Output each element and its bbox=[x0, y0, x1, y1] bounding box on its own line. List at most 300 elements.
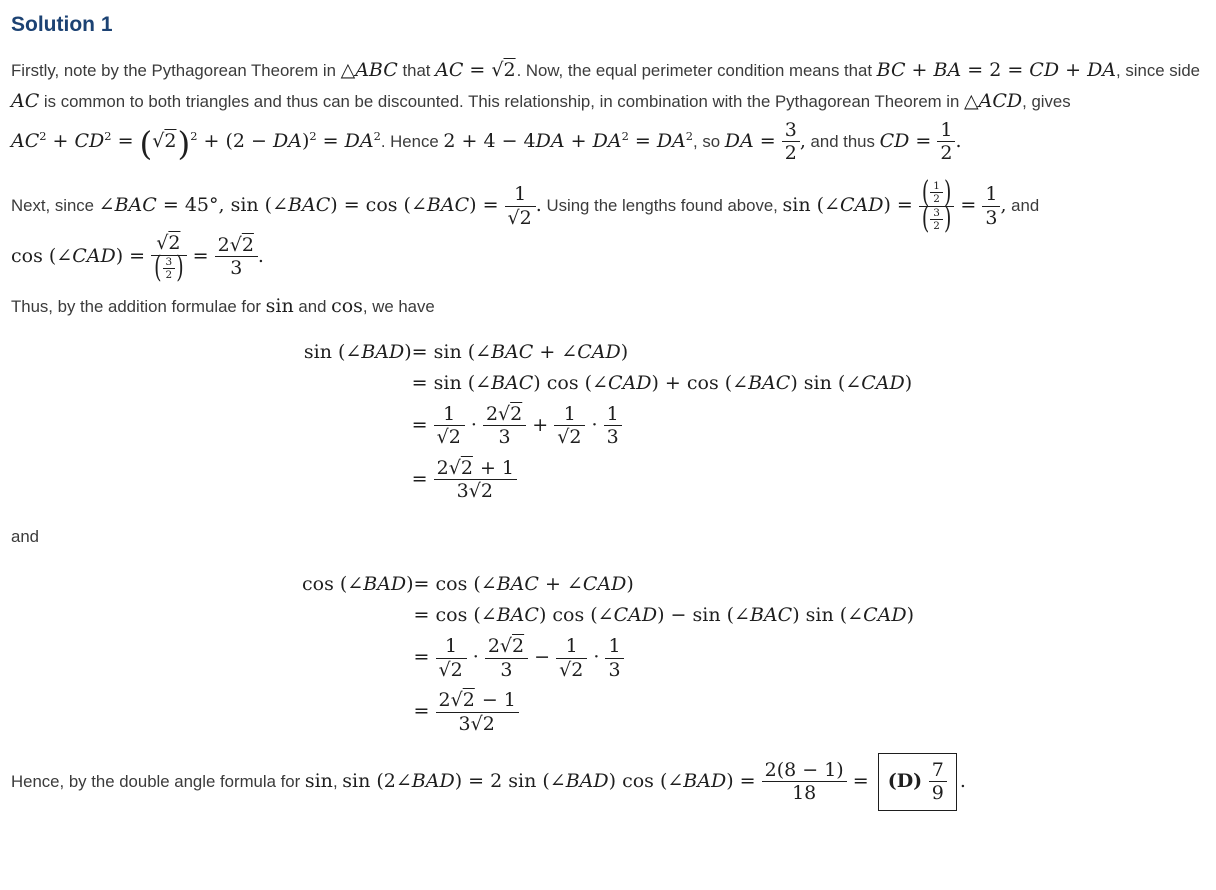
math-group bbox=[11, 232, 264, 286]
math-variable: DA bbox=[656, 129, 686, 152]
math-roman: ) = bbox=[726, 769, 762, 792]
math-variable: DA bbox=[535, 129, 565, 152]
math-roman: 7 bbox=[931, 758, 944, 781]
math-roman: + 1 bbox=[473, 456, 515, 479]
text-run: Hence, by the double angle formula for bbox=[11, 771, 305, 791]
denominator bbox=[505, 206, 536, 229]
math-roman: . bbox=[535, 194, 542, 217]
numerator bbox=[937, 119, 955, 141]
radicand bbox=[519, 207, 533, 229]
text-run: and thus bbox=[805, 131, 880, 151]
math-variable: CD bbox=[879, 129, 910, 152]
math-roman: ) bbox=[620, 340, 629, 363]
math-variable: CAD bbox=[582, 573, 627, 596]
math-roman: ) = bbox=[469, 194, 505, 217]
math-roman: 1 bbox=[608, 635, 621, 658]
math-roman: + (2 − bbox=[197, 129, 273, 152]
math-roman: 2(8 − 1) bbox=[764, 758, 844, 781]
math-roman: 2 bbox=[519, 206, 532, 229]
math-roman: 2 bbox=[571, 658, 584, 681]
math-roman: 1 bbox=[563, 402, 576, 425]
math-group bbox=[11, 91, 39, 112]
math-roman: + bbox=[526, 413, 555, 436]
radicand bbox=[568, 426, 582, 448]
superscript: 2 bbox=[39, 128, 47, 143]
radical-icon: √ bbox=[436, 426, 449, 449]
math-roman: ) bbox=[406, 573, 414, 596]
math-roman: = cos (∠ bbox=[413, 604, 497, 627]
math-roman: ) = bbox=[883, 194, 919, 217]
math-roman: 2 bbox=[436, 456, 449, 479]
math-roman: = bbox=[316, 129, 345, 152]
fraction bbox=[929, 759, 947, 805]
equation-lhs bbox=[302, 685, 414, 739]
math-variable: BAD bbox=[363, 573, 407, 596]
math-roman: 2 bbox=[241, 234, 254, 257]
math-roman: = bbox=[411, 413, 434, 436]
radicand bbox=[462, 689, 476, 711]
math-roman: · bbox=[587, 646, 606, 669]
math-roman: · bbox=[585, 413, 604, 436]
math-group bbox=[443, 128, 694, 152]
radical-icon: √ bbox=[152, 129, 165, 152]
math-roman: sin (∠ bbox=[303, 340, 362, 363]
math-roman: + ∠ bbox=[533, 340, 578, 363]
math-roman: sin (∠ bbox=[782, 194, 840, 217]
boxed-answer bbox=[878, 753, 957, 811]
denominator bbox=[605, 658, 623, 681]
math-roman: = bbox=[846, 769, 875, 792]
math-roman: ) bbox=[904, 371, 913, 394]
math-roman: = bbox=[753, 129, 782, 152]
math-roman: ) cos (∠ bbox=[608, 769, 684, 792]
close-paren: ) bbox=[943, 202, 952, 237]
math-roman: ) cos (∠ bbox=[538, 604, 614, 627]
numerator bbox=[434, 457, 517, 479]
radicand bbox=[460, 457, 474, 479]
radicand bbox=[482, 713, 496, 735]
math-roman: 1 bbox=[443, 402, 456, 425]
fraction bbox=[556, 635, 587, 681]
equation-lhs bbox=[302, 631, 414, 685]
math-roman: 3 bbox=[784, 119, 797, 142]
math-roman: 2 bbox=[438, 689, 451, 712]
math-roman: · bbox=[464, 413, 483, 436]
equation-row bbox=[302, 600, 914, 631]
radicand bbox=[163, 130, 177, 152]
answer-choice-label: (D) bbox=[887, 769, 929, 792]
math-roman: 9 bbox=[931, 782, 944, 805]
denominator bbox=[436, 712, 519, 735]
math-roman: 2 bbox=[480, 480, 493, 503]
equation-row bbox=[304, 453, 912, 507]
big-paren: ( bbox=[139, 124, 153, 163]
math-roman: 3 bbox=[458, 712, 471, 735]
math-roman: 3 bbox=[985, 206, 998, 229]
superscript: 2 bbox=[373, 128, 381, 143]
intro-paragraph bbox=[11, 55, 1205, 170]
math-roman: 2 bbox=[460, 456, 473, 479]
text-run: . Hence bbox=[380, 131, 444, 151]
text-run: is common to both triangles and thus can be discounted. This relationship, in combination with the Pythagorean Theorem in bbox=[39, 92, 965, 112]
close-paren: ) bbox=[176, 251, 184, 286]
math-roman: ) sin (∠ bbox=[790, 371, 862, 394]
square-root bbox=[439, 659, 464, 681]
radicand bbox=[502, 59, 516, 81]
radical-icon: √ bbox=[507, 206, 520, 229]
denominator bbox=[604, 425, 622, 448]
denominator bbox=[483, 425, 526, 448]
math-roman: sin bbox=[304, 769, 333, 792]
math-roman: 2 bbox=[784, 142, 797, 165]
text-run: . Now, the equal perimeter condition means that bbox=[516, 61, 877, 80]
equation-rhs bbox=[412, 399, 912, 453]
denominator bbox=[485, 658, 528, 681]
numerator bbox=[604, 403, 622, 425]
superscript: 2 bbox=[190, 128, 198, 143]
math-roman: sin (2∠ bbox=[342, 769, 412, 792]
superscript: 2 bbox=[104, 128, 112, 143]
math-roman: = bbox=[909, 129, 938, 152]
denominator bbox=[982, 206, 1000, 229]
text-run: Using the lengths found above, bbox=[541, 196, 783, 216]
square-root bbox=[449, 457, 474, 479]
math-variable: CAD bbox=[863, 604, 907, 627]
math-roman: + bbox=[46, 129, 75, 152]
fraction bbox=[151, 232, 187, 286]
equation-rhs bbox=[414, 631, 914, 685]
math-roman: sin bbox=[265, 295, 294, 318]
math-roman: 2 bbox=[462, 689, 475, 712]
math-roman: = bbox=[954, 194, 983, 217]
math-variable: CAD bbox=[613, 604, 658, 627]
superscript: 2 bbox=[621, 128, 629, 143]
radical-icon: √ bbox=[559, 658, 572, 681]
fraction bbox=[434, 457, 517, 503]
denominator: 2 bbox=[930, 219, 943, 232]
equation-row bbox=[302, 685, 914, 739]
math-roman: = sin (∠ bbox=[411, 371, 492, 394]
math-group bbox=[877, 60, 1116, 81]
equation-lhs bbox=[304, 368, 412, 399]
numerator bbox=[436, 635, 467, 657]
math-variable: CAD bbox=[72, 244, 116, 267]
denominator bbox=[937, 141, 955, 164]
radicand bbox=[241, 234, 255, 256]
math-roman: ) = cos (∠ bbox=[330, 194, 427, 217]
math-variable: BAC bbox=[491, 340, 534, 363]
equation-rhs bbox=[414, 569, 914, 600]
radical-icon: √ bbox=[470, 712, 483, 735]
denominator: 2 bbox=[930, 192, 943, 205]
math-group bbox=[11, 124, 381, 163]
square-root bbox=[451, 689, 476, 711]
numerator bbox=[434, 403, 465, 425]
math-variable: BAD bbox=[361, 340, 405, 363]
radical-icon: √ bbox=[229, 234, 242, 257]
math-variable: BAC bbox=[749, 604, 793, 627]
equation-row bbox=[302, 569, 914, 600]
fraction bbox=[782, 119, 800, 165]
denominator bbox=[919, 202, 955, 237]
mini-fraction bbox=[163, 256, 176, 282]
math-roman: 3 bbox=[500, 658, 513, 681]
open-paren: ( bbox=[921, 175, 930, 210]
math-roman: = bbox=[411, 467, 434, 490]
radical-icon: √ bbox=[438, 658, 451, 681]
square-root bbox=[152, 130, 177, 152]
text-run: and bbox=[1006, 196, 1040, 216]
math-variable: DA bbox=[592, 129, 622, 152]
math-variable: BAC bbox=[288, 194, 331, 217]
math-roman: ) = bbox=[115, 244, 152, 267]
math-roman: + bbox=[564, 129, 593, 152]
denominator bbox=[929, 781, 947, 804]
equation-row bbox=[302, 631, 914, 685]
math-roman: = 2 = bbox=[961, 59, 1030, 81]
radicand bbox=[448, 426, 462, 448]
numerator: 3 bbox=[933, 206, 940, 219]
close-paren: ) bbox=[943, 175, 952, 210]
open-paren: ( bbox=[154, 251, 162, 286]
equation-row bbox=[304, 368, 912, 399]
denominator bbox=[556, 658, 587, 681]
math-roman: 2 bbox=[217, 234, 230, 257]
radical-icon: √ bbox=[448, 456, 461, 479]
radicand bbox=[570, 659, 584, 681]
math-roman: cos (∠ bbox=[301, 573, 364, 596]
math-variable: CD bbox=[74, 129, 105, 152]
fraction bbox=[605, 635, 623, 681]
text-run: , bbox=[332, 771, 343, 791]
math-roman: 3 bbox=[230, 257, 243, 280]
radical-icon: √ bbox=[498, 402, 511, 425]
math-roman: = bbox=[628, 129, 657, 152]
radical-icon: √ bbox=[156, 232, 169, 255]
math-variable: CAD bbox=[839, 194, 884, 217]
fraction bbox=[505, 183, 536, 229]
math-variable: BAC bbox=[426, 194, 470, 217]
math-roman: 2 bbox=[569, 426, 582, 449]
text-run: and bbox=[293, 297, 332, 317]
math-roman: = bbox=[413, 646, 436, 669]
denominator bbox=[434, 479, 517, 502]
radicand bbox=[450, 659, 464, 681]
math-roman: − bbox=[528, 646, 557, 669]
math-group bbox=[98, 183, 542, 229]
denominator bbox=[215, 256, 258, 279]
equation-row bbox=[304, 399, 912, 453]
fraction bbox=[762, 759, 847, 805]
math-roman: · bbox=[466, 646, 485, 669]
cos-expansion-equations bbox=[302, 569, 914, 739]
solution-body bbox=[11, 55, 1205, 811]
math-variable: CAD bbox=[861, 371, 905, 394]
square-root bbox=[469, 480, 494, 502]
superscript: 2 bbox=[685, 128, 694, 143]
numerator bbox=[782, 119, 800, 141]
math-roman: + bbox=[1059, 59, 1088, 81]
math-roman: 2 bbox=[485, 402, 499, 425]
denominator bbox=[762, 781, 847, 804]
text-run: and bbox=[11, 527, 39, 547]
square-root bbox=[498, 403, 523, 425]
math-roman: 2 bbox=[510, 402, 523, 425]
math-roman: 2 bbox=[487, 635, 500, 658]
math-roman: . bbox=[955, 129, 962, 152]
radicand bbox=[509, 403, 523, 425]
math-roman: ∠ bbox=[98, 194, 115, 217]
denominator bbox=[554, 425, 585, 448]
math-group bbox=[724, 119, 806, 165]
parenthesized-fraction bbox=[154, 251, 184, 286]
numerator bbox=[554, 403, 585, 425]
equation-rhs bbox=[414, 600, 914, 631]
equation-lhs bbox=[302, 569, 414, 600]
text-run: that bbox=[397, 61, 436, 80]
math-roman: ) + cos (∠ bbox=[651, 371, 749, 394]
numerator bbox=[215, 234, 258, 256]
denominator bbox=[151, 251, 187, 286]
equation-rhs bbox=[414, 685, 914, 739]
fraction bbox=[604, 403, 622, 449]
fraction bbox=[919, 175, 955, 237]
equation-rhs bbox=[412, 368, 912, 399]
math-roman: 3 bbox=[498, 426, 511, 449]
text-run: , we have bbox=[362, 297, 435, 317]
denominator bbox=[782, 141, 800, 164]
math-roman: ) bbox=[906, 604, 914, 627]
math-roman: ) − sin (∠ bbox=[657, 604, 750, 627]
math-roman: 1 bbox=[606, 402, 619, 425]
fraction bbox=[554, 403, 585, 449]
math-variable: BAD bbox=[411, 769, 455, 792]
fraction bbox=[485, 635, 528, 681]
math-variable: BAC bbox=[491, 371, 534, 394]
math-roman: = bbox=[186, 244, 215, 267]
math-roman: = bbox=[463, 59, 492, 81]
math-variable: AC bbox=[435, 59, 464, 81]
math-roman: 2 bbox=[940, 142, 953, 165]
text-run: , so bbox=[693, 131, 725, 151]
math-roman: 3 bbox=[608, 658, 621, 681]
math-group bbox=[782, 175, 1007, 237]
math-roman: 1 bbox=[565, 635, 578, 658]
math-variable: AC bbox=[11, 90, 40, 113]
equation-lhs bbox=[304, 337, 412, 368]
math-roman: △ bbox=[964, 90, 979, 113]
math-variable: CD bbox=[1029, 59, 1060, 81]
radicand bbox=[511, 635, 525, 657]
square-root bbox=[500, 635, 525, 657]
math-roman: 2 bbox=[164, 129, 177, 152]
fraction bbox=[434, 403, 465, 449]
math-group bbox=[879, 119, 962, 165]
angles-paragraph bbox=[11, 175, 1205, 286]
connector-paragraph bbox=[11, 524, 1205, 551]
radicand bbox=[480, 480, 494, 502]
numerator bbox=[762, 759, 847, 781]
math-group bbox=[266, 296, 294, 317]
text-run: Firstly, note by the Pythagorean Theorem in bbox=[11, 61, 341, 80]
mini-fraction bbox=[930, 180, 943, 206]
math-roman: ) sin (∠ bbox=[792, 604, 864, 627]
math-roman: − 1 bbox=[475, 689, 516, 712]
math-roman: 2 bbox=[168, 232, 181, 255]
denominator: 2 bbox=[163, 268, 176, 281]
math-roman: 2 bbox=[448, 426, 461, 449]
open-paren: ( bbox=[921, 202, 930, 237]
sin-expansion-equations bbox=[304, 337, 912, 507]
numerator bbox=[929, 759, 947, 781]
math-variable: DA bbox=[1087, 59, 1117, 81]
math-roman: 1 bbox=[445, 635, 458, 658]
math-variable: BAD bbox=[683, 769, 727, 792]
math-roman: + bbox=[905, 59, 934, 81]
equation-row bbox=[304, 337, 912, 368]
numerator bbox=[485, 635, 528, 657]
math-roman: ) bbox=[301, 129, 310, 152]
math-roman: = 45°, sin (∠ bbox=[156, 194, 289, 217]
math-variable: DA bbox=[344, 129, 374, 152]
math-roman: , bbox=[1000, 194, 1007, 217]
superscript: 2 bbox=[309, 128, 317, 143]
math-roman: cos bbox=[331, 295, 363, 318]
math-roman: 1 bbox=[940, 119, 953, 142]
math-roman: 2 bbox=[450, 658, 463, 681]
radical-icon: √ bbox=[491, 59, 504, 81]
math-variable: BAC bbox=[114, 194, 157, 217]
solution-heading: Solution 1 bbox=[11, 13, 113, 36]
math-group bbox=[341, 60, 398, 81]
math-group bbox=[342, 758, 966, 805]
equation-rhs bbox=[412, 453, 912, 507]
numerator: 1 bbox=[933, 180, 940, 193]
fraction bbox=[215, 234, 258, 280]
math-variable: BAC bbox=[748, 371, 791, 394]
equation-lhs bbox=[304, 453, 412, 507]
math-variable: BA bbox=[933, 59, 962, 81]
square-root bbox=[491, 59, 516, 81]
fraction bbox=[436, 689, 519, 735]
numerator bbox=[556, 635, 587, 657]
math-roman: = sin (∠ bbox=[411, 340, 492, 363]
math-variable: BAC bbox=[496, 604, 539, 627]
math-roman: 3 bbox=[606, 426, 619, 449]
square-root bbox=[557, 426, 582, 448]
fraction bbox=[436, 635, 467, 681]
radical-icon: √ bbox=[499, 635, 513, 658]
radical-icon: √ bbox=[468, 480, 481, 503]
math-roman: cos (∠ bbox=[11, 244, 73, 267]
math-roman: , bbox=[799, 129, 806, 152]
equation-lhs bbox=[304, 399, 412, 453]
math-roman: 2 bbox=[482, 712, 495, 735]
square-root bbox=[230, 234, 255, 256]
square-root bbox=[471, 713, 496, 735]
math-roman: . bbox=[959, 769, 966, 792]
math-roman: △ bbox=[340, 59, 356, 81]
big-paren: ) bbox=[177, 124, 191, 163]
math-roman: + ∠ bbox=[538, 573, 583, 596]
math-roman: 1 bbox=[985, 183, 998, 206]
math-roman: ) cos (∠ bbox=[533, 371, 608, 394]
math-variable: BC bbox=[876, 59, 906, 81]
numerator bbox=[436, 689, 519, 711]
fraction bbox=[937, 119, 955, 165]
math-roman: 1 bbox=[514, 183, 527, 206]
math-variable: BAC bbox=[496, 573, 539, 596]
